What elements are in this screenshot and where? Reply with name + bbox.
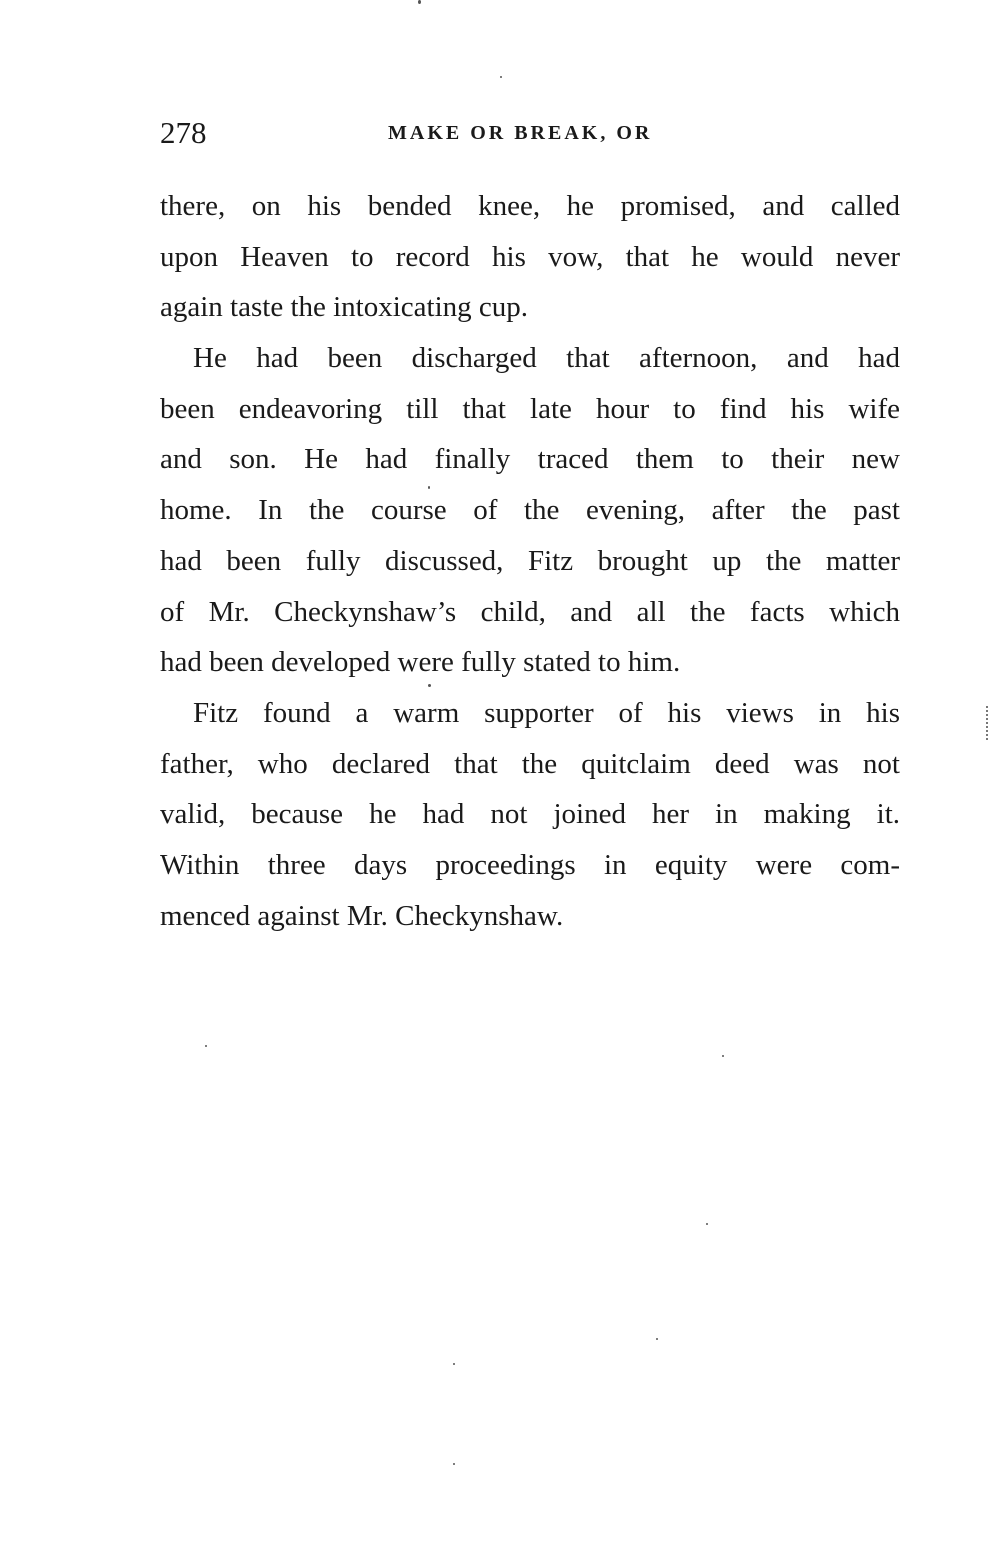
scan-speck: [418, 0, 421, 4]
running-head: MAKE OR BREAK, OR: [388, 122, 653, 144]
text-line: Fitz found a warm supporter of his views in his: [193, 696, 900, 729]
scan-speck: [205, 1045, 207, 1047]
body-text: [160, 181, 900, 941]
text-line: upon Heaven to record his vow, that he would never: [160, 240, 900, 273]
scan-speck: [428, 486, 430, 489]
text-line: there, on his bended knee, he promised, and called: [160, 190, 900, 222]
scan-speck: [656, 1338, 658, 1340]
text-line: and son. He had finally traced them to their new: [160, 443, 900, 476]
text-line: He had been discharged that afternoon, and had: [193, 342, 900, 375]
text-line: been endeavoring till that late hour to find his wife: [160, 392, 900, 425]
scan-speck: [453, 1463, 455, 1465]
scan-speck: [500, 76, 502, 78]
scan-speck: [722, 1055, 724, 1057]
text-line: Within three days proceedings in equity were com-: [160, 848, 900, 881]
text-line: had been developed were fully stated to him.: [160, 646, 681, 679]
page-number: 278: [160, 115, 207, 150]
page-edge-mark: [986, 706, 990, 740]
text-line: of Mr. Checkynshaw’s child, and all the facts which: [160, 595, 900, 628]
text-line: valid, because he had not joined her in making it.: [160, 798, 900, 831]
text-line: had been fully discussed, Fitz brought up the matter: [160, 544, 900, 577]
scan-speck: [453, 1363, 455, 1365]
text-line: menced against Mr. Checkynshaw.: [160, 899, 564, 932]
scan-speck: [428, 684, 431, 687]
page-header: [160, 108, 900, 158]
scan-speck: [706, 1223, 708, 1225]
text-line: father, who declared that the quitclaim deed was not: [160, 747, 900, 780]
text-line: home. In the course of the evening, after the past: [160, 494, 900, 527]
text-line: again taste the intoxicating cup.: [160, 291, 529, 324]
